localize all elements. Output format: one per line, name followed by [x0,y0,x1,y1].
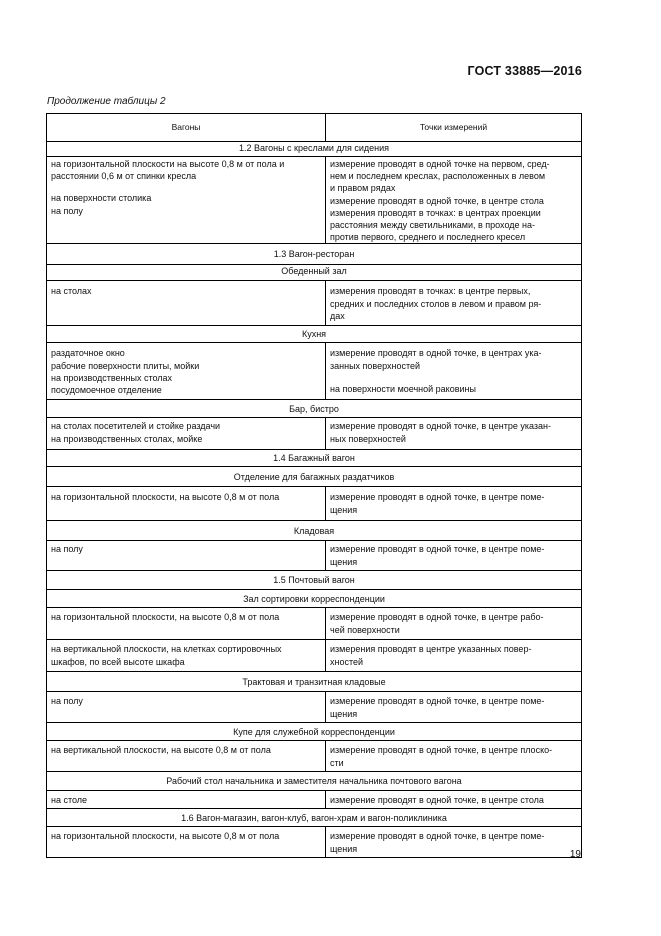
subsection-dining-title: Обеденный зал [47,265,582,281]
cell-line: ных поверхностей [330,433,406,444]
left-cell [47,741,326,772]
cell-line: измерение проводят в одной точке, в центрах ука- [330,348,542,359]
left-cell [47,343,326,400]
cell-line: на горизонтальной плоскости, на высоте 0,8 м от пола [51,612,280,623]
page-number: 19 [569,849,581,860]
cell-line: измерение проводят в одной точке, в центре стола [330,794,544,805]
cell-line: на полу [51,544,83,555]
cell-line: измерение проводят в одной точке, в центре поме- [330,492,545,503]
table-row [47,281,582,326]
table-row [47,343,582,400]
cell-line: сти [330,757,344,768]
cell-line: измерения проводят в центре указанных повер- [330,644,532,655]
left-cell [47,281,326,326]
cell-line: щения [330,556,358,567]
left-cell [47,692,326,723]
cell-line: на столах [51,286,92,297]
cell-line: на горизонтальной плоскости на высоте 0,8 м от пола и [51,159,285,169]
table-row [47,791,582,809]
cell-line: на полу [51,696,83,707]
cell-line: на горизонтальной плоскости, на высоте 0,8 м от пола [51,831,280,842]
cell-line: чей поверхности [330,624,400,635]
right-cell [326,608,582,640]
section-1-4-title: 1.4 Багажный вагон [47,450,582,467]
subsection-bar-title: Бар, бистро [47,400,582,418]
spacer [330,372,577,383]
right-cell [326,418,582,450]
right-cell [326,640,582,672]
cell-line: щения [330,708,358,719]
cell-line: рабочие поверхности плиты, мойки [51,360,200,371]
subsection-title-row [47,723,582,741]
subsection-title-row [47,265,582,281]
cell-line: нем и последнем креслах, расположенных в левом [330,171,546,182]
column-header-points: Точки измерений [326,114,582,142]
subsection-title-row [47,521,582,541]
table-row [47,741,582,772]
table-row [47,692,582,723]
table-row [47,157,582,244]
subsection-title-row [47,672,582,692]
subsection-storage-title: Кладовая [47,521,582,541]
cell-line: измерение проводят в одной точке, в центре стола [330,195,544,206]
cell-line: на столах посетителей и стойке раздачи [51,421,221,432]
cell-line: на горизонтальной плоскости, на высоте 0,8 м от пола [51,492,280,503]
right-cell [326,281,582,326]
subsection-coupe-title: Купе для служебной корреспонденции [47,723,582,741]
cell-line: против первого, среднего и последнего кресел [330,232,526,243]
cell-line: средних и последних столов в левом и правом ря- [330,298,542,309]
table-row [47,827,582,858]
cell-line: на столе [51,794,88,805]
cell-line: занных поверхностей [330,360,421,371]
subsection-title-row [47,467,582,487]
cell-line: шкафов, по всей высоте шкафа [51,656,185,667]
right-cell [326,541,582,571]
section-1-6-title: 1.6 Вагон-магазин, вагон-клуб, вагон-храм и вагон-поликлиника [47,809,582,827]
table-row [47,541,582,571]
cell-line: дах [330,310,345,321]
cell-line: на производственных столах, мойке [51,433,203,444]
cell-line: раздаточное окно [51,348,125,359]
cell-line: на поверхности моечной раковины [330,383,476,394]
cell-line: и правом рядах [330,183,396,194]
cell-line: измерение проводят в одной точке, в центре поме- [330,696,545,707]
cell-line: на вертикальной плоскости, на высоте 0,8 м от пола [51,745,271,756]
right-cell [326,157,582,244]
cell-line: хностей [330,656,364,667]
left-cell [47,640,326,672]
subsection-transit-title: Трактовая и транзитная кладовые [47,672,582,692]
left-cell [47,791,326,809]
spacer [51,182,321,192]
subsection-kitchen-title: Кухня [47,326,582,343]
cell-line: измерение проводят в одной точке, в центре поме- [330,831,545,842]
subsection-desk-title: Рабочий стол начальника и заместителя начальника почтового вагона [47,772,582,791]
right-cell [326,343,582,400]
cell-line: измерение проводят в одной точке, в центре плоско- [330,745,553,756]
table-continuation-label: Продолжение таблицы 2 [47,96,166,107]
left-cell [47,827,326,858]
table-row [47,640,582,672]
subsection-title-row [47,772,582,791]
section-title-row [47,571,582,590]
left-cell [47,487,326,521]
subsection-sorting-title: Зал сортировки корреспонденции [47,590,582,608]
right-cell [326,487,582,521]
section-title-row [47,142,582,157]
left-cell [47,418,326,450]
section-title-row [47,450,582,467]
cell-line: измерение проводят в одной точке, в центре рабо- [330,612,544,623]
table-row [47,418,582,450]
cell-line: на вертикальной плоскости, на клетках сортировочных [51,644,282,655]
section-title-row [47,809,582,827]
section-1-2-title: 1.2 Вагоны с креслами для сидения [47,142,582,157]
cell-line: измерение проводят в одной точке на первом, сред- [330,159,550,169]
right-cell [326,827,582,858]
column-header-wagons: Вагоны [47,114,326,142]
section-1-3-title: 1.3 Вагон-ресторан [47,244,582,265]
subsection-title-row [47,590,582,608]
subsection-baggage-dept-title: Отделение для багажных раздатчиков [47,467,582,487]
left-cell [47,608,326,640]
section-title-row [47,244,582,265]
cell-line: щения [330,504,358,515]
subsection-title-row [47,400,582,418]
standard-number: ГОСТ 33885—2016 [467,64,582,78]
section-1-5-title: 1.5 Почтовый вагон [47,571,582,590]
table-header-row [47,114,582,142]
cell-line: на полу [51,205,83,216]
subsection-title-row [47,326,582,343]
cell-line: на производственных столах [51,372,173,383]
cell-line: расстояния между светильниками, в проходе на- [330,220,535,231]
cell-line: измерение проводят в одной точке, в центре поме- [330,544,545,555]
right-cell [326,791,582,809]
table-row [47,487,582,521]
cell-line: расстоянии 0,6 м от спинки кресла [51,171,197,182]
left-cell [47,541,326,571]
right-cell [326,741,582,772]
left-cell [47,157,326,244]
cell-line: измерения проводят в точках: в центрах проекции [330,207,541,218]
cell-line: измерения проводят в точках: в центре первых, [330,286,531,297]
cell-line: на поверхности столика [51,193,152,204]
cell-line: щения [330,843,358,854]
cell-line: посудомоечное отделение [51,385,162,396]
table-row [47,608,582,640]
cell-line: измерение проводят в одной точке, в центре указан- [330,421,551,432]
right-cell [326,692,582,723]
measurement-points-table [46,113,582,858]
